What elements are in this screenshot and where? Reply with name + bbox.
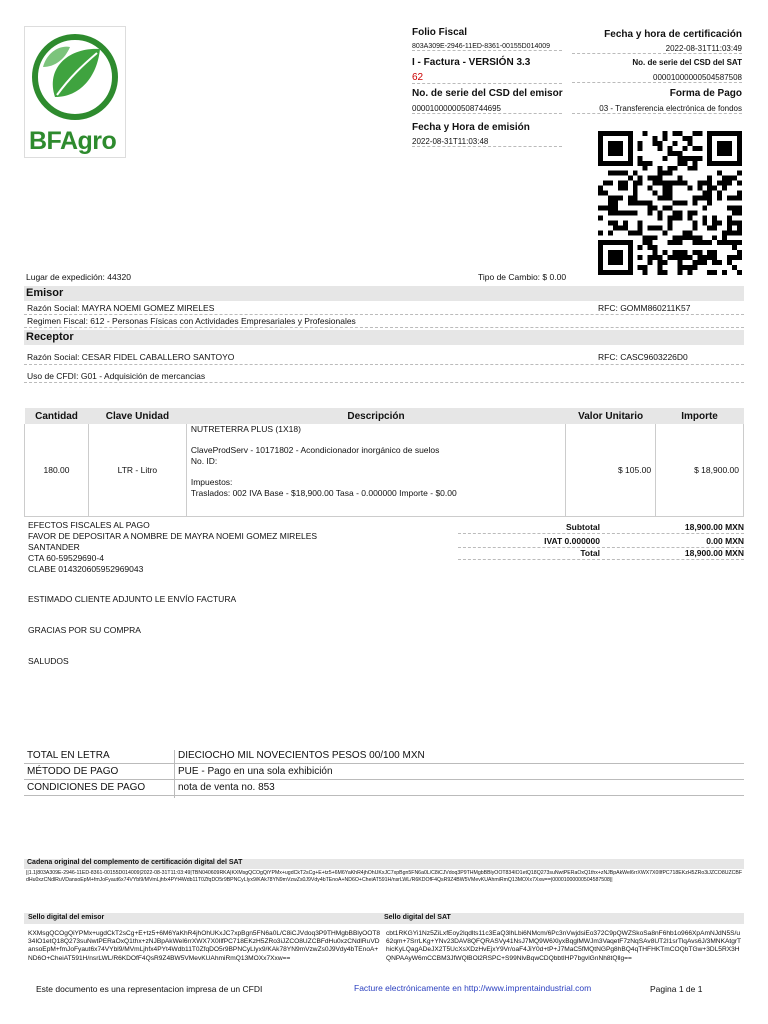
col-valor-unitario: Valor Unitario	[566, 408, 656, 424]
sello-sat-text: cbt1RKGYi1Nz5ZiLxfEoy2lqdlts11c3EaQ3lhLbi6NMcm/6Pc3nVwjdsiEo372C9pQWZSkoSa8nF6hb1o966XpAmNJdN5S/u62qm+7SrrLKg+YNv23DAV8QFQRASVy41NsJ7MQ9W6XlyxBqglMWJm3VaqetF7zNqSAv8UT2I1srTlqAvs6J/3MNKAtgrThicKyLQagADeJX2T5UcXsXDzHvEjxY9Vr/oaF4JiY0d+tP+J7MaC5fMQtNGPg8hBQ4qTHFHKTmCOQbTGw+3DL5RX3HQNPAAyW6mCCBM3JfWQlBOl2RSPC+S99NlvBqwCDQbbtIHP7bgvlGnNh8tQllg==	[386, 930, 742, 962]
sello-emisor-text: KXMsgQCOgQiYPMx+ugdCkT2sCg+E+tz5+6M6YaKhR4jhOhUKxJC7xpBgn5FN6a0L/C8iCJVdoq3P9THMgbBBlyOOT834IO1etQ18Q273suNwtPERaOxQ1thx+zNJBpAkWel6rrXWX7X0IlfPC718EKzH5ZRo3iJZCO8UZCBFdHu0xzCNdlRuVDansoEpM+fmJoFyaut6x74VYbl9/MVmLjhfx4PYt4Wdb11T0ZfqDO5r9BPNCyLlyx9/KAk78YN9mVzwZs0J9Vdy4bTEnoA+ND6O+CheiAT591H/nsrLWL/R6KDOfF4QsR9Z4BW5VMevKUAhmiRmQ13MOXx7Xxw==	[28, 930, 381, 962]
table-header-row	[25, 408, 744, 424]
receptor-row-2	[24, 369, 744, 383]
cell-descripcion	[186, 424, 565, 516]
company-logo	[24, 26, 126, 158]
cert-value: 2022-08-31T11:03:49	[572, 44, 742, 54]
note-line: SALUDOS	[28, 656, 69, 666]
subtotal-value: 18,900.00 MXN	[684, 522, 744, 532]
footer-disclaimer: Este documento es una representacion impresa de un CFDI	[36, 984, 263, 994]
note-line: ESTIMADO CLIENTE ADJUNTO LE ENVÍO FACTURA	[28, 594, 237, 604]
receptor-row-1	[24, 350, 744, 365]
cell-valor-unitario: $ 105.00	[566, 424, 656, 516]
sellos-bar	[24, 913, 744, 924]
cert-label: Fecha y hora de certificación	[604, 29, 742, 40]
desc-traslados: Traslados: 002 IVA Base - $18,900.00 Tasa - 0.000000 Importe - $0.00	[190, 488, 457, 499]
csd-emisor-label: No. de serie del CSD del emisor	[412, 88, 563, 99]
leaf-logo-icon	[25, 27, 127, 127]
note-line: CLABE 014320605952969043	[28, 564, 144, 575]
lugar-expedicion: Lugar de expedición: 44320	[26, 272, 131, 282]
csd-sat-value: 00001000000504587508	[572, 73, 742, 83]
receptor-uso: Uso de CFDI: G01 - Adquisición de mercancias	[27, 371, 206, 381]
page-number: Pagina 1 de 1	[650, 984, 703, 994]
factura-number: 62	[412, 72, 562, 84]
col-clave-unidad: Clave Unidad	[88, 408, 186, 424]
ivat-value: 0.00 MXN	[706, 536, 744, 546]
note-line: CTA 60-59529690-4	[28, 553, 104, 564]
desc-id: No. ID:	[190, 456, 218, 467]
subtotal-label: Subtotal	[566, 522, 600, 532]
emisor-rfc: RFC: GOMM860211K57	[598, 303, 691, 313]
payment-notes	[28, 520, 317, 575]
receptor-title: Receptor	[26, 331, 74, 343]
emisor-title: Emisor	[26, 287, 64, 299]
total-row	[458, 547, 744, 560]
cell-importe: $ 18,900.00	[656, 424, 744, 516]
logo-text: BFAgro	[29, 127, 117, 155]
forma-pago-label: Forma de Pago	[669, 88, 742, 99]
cell-cantidad: 180.00	[25, 424, 89, 516]
total-letra-row	[24, 748, 744, 764]
qr-code-icon	[598, 128, 742, 278]
subtotal-row	[458, 521, 744, 534]
desc-product: NUTRETERRA PLUS (1X18)	[190, 424, 301, 434]
emisor-regimen: Regimen Fiscal: 612 - Personas Físicas con Actividades Empresariales y Profesionales	[27, 316, 356, 326]
sello-emisor-title: Sello digital del emisor	[28, 914, 105, 921]
receptor-razon: Razón Social: CESAR FIDEL CABALLERO SANTOYO	[27, 352, 235, 362]
folio-label: Folio Fiscal	[412, 27, 468, 38]
col-descripcion: Descripción	[186, 408, 565, 424]
emisor-razon: Razón Social: MAYRA NOEMI GOMEZ MIRELES	[27, 303, 215, 313]
csd-emisor-value: 00001000000508744695	[412, 104, 562, 114]
note-line: GRACIAS POR SU COMPRA	[28, 625, 141, 635]
cell-unidad: LTR - Litro	[88, 424, 186, 516]
footer-link[interactable]: Facture electrónicamente en http://www.imprentaindustrial.com	[354, 983, 592, 993]
condiciones-value: nota de venta no. 853	[174, 782, 275, 798]
col-cantidad: Cantidad	[25, 408, 89, 424]
condiciones-row	[24, 780, 744, 796]
emisor-row-1	[24, 302, 744, 315]
metodo-pago-row	[24, 764, 744, 780]
note-line: SANTANDER	[28, 542, 80, 553]
note-line: FAVOR DE DEPOSITAR A NOMBRE DE MAYRA NOEMI GOMEZ MIRELES	[28, 531, 318, 542]
emision-value: 2022-08-31T11:03:48	[412, 137, 562, 147]
emisor-bar	[24, 286, 744, 301]
desc-clave: ClaveProdServ - 10171802 - Acondicionador inorgánico de suelos	[190, 445, 440, 456]
forma-pago-value: 03 - Transferencia electrónica de fondos	[572, 104, 742, 114]
ivat-label: IVAT 0.000000	[544, 536, 600, 546]
emisor-row-2	[24, 315, 744, 328]
condiciones-label: CONDICIONES DE PAGO	[27, 782, 146, 793]
emision-label: Fecha y Hora de emisión	[412, 122, 530, 133]
items-table	[24, 408, 744, 517]
metodo-pago-label: MÉTODO DE PAGO	[27, 766, 119, 777]
metodo-pago-value: PUE - Pago en una sola exhibición	[174, 766, 333, 782]
factura-label: I - Factura - VERSIÓN 3.3	[412, 57, 531, 68]
desc-impuestos: Impuestos:	[190, 477, 233, 488]
total-label: Total	[580, 548, 600, 558]
receptor-bar	[24, 330, 744, 345]
csd-sat-label: No. de serie del CSD del SAT	[632, 58, 742, 67]
col-importe: Importe	[656, 408, 744, 424]
total-letra-label: TOTAL EN LETRA	[27, 750, 110, 761]
total-value: 18,900.00 MXN	[684, 548, 744, 558]
table-row	[25, 424, 744, 516]
total-letra-value: DIECIOCHO MIL NOVECIENTOS PESOS 00/100 MXN	[174, 750, 425, 766]
folio-value: 803A309E-2946-11ED-8361-00155D014009	[412, 43, 562, 51]
cadena-title: Cadena original del complemento de certificación digital del SAT	[24, 859, 744, 869]
receptor-rfc: RFC: CASC9603226D0	[598, 352, 688, 362]
note-line: EFECTOS FISCALES AL PAGO	[28, 520, 150, 530]
cadena-text: ||1.1|803A309E-2946-11ED-8361-00155D014009|2022-08-31T11:03:49|TBN040609RKA|KXMsgQCOgQiYPMx+ugdCkT2sCg+E+tz5+6M6YaKhR4jhOhUKxJC7xpBgn5FN6a0L/C8iCJVdoq3P9THMgbBBlyOOT834IO1etQ18Q273suNwtPERaOxQ1thx+zNJBpAkWel6rrXWX7X0IlfPC718EKzH5ZRo3iJZCO8UZCBFdHu0xzCNdlRuVDansoEpM+fmJoFyaut6x74VYbl9/MVmLjhfx4PYt4Wdb11T0ZfqDO5r9BPNCyLlyx9/KAk78YN9mVzwZs0J9Vdy4bTEnoA+ND6O+CheiAT591H/nsrLWL/R6KDOfF4QsR9Z4BW5VMevKUAhmiRmQ13MOXx7Xxw==|00001000000504587508||	[26, 870, 742, 883]
tipo-cambio: Tipo de Cambio: $ 0.00	[478, 272, 567, 282]
sello-sat-title: Sello digital del SAT	[384, 914, 451, 921]
